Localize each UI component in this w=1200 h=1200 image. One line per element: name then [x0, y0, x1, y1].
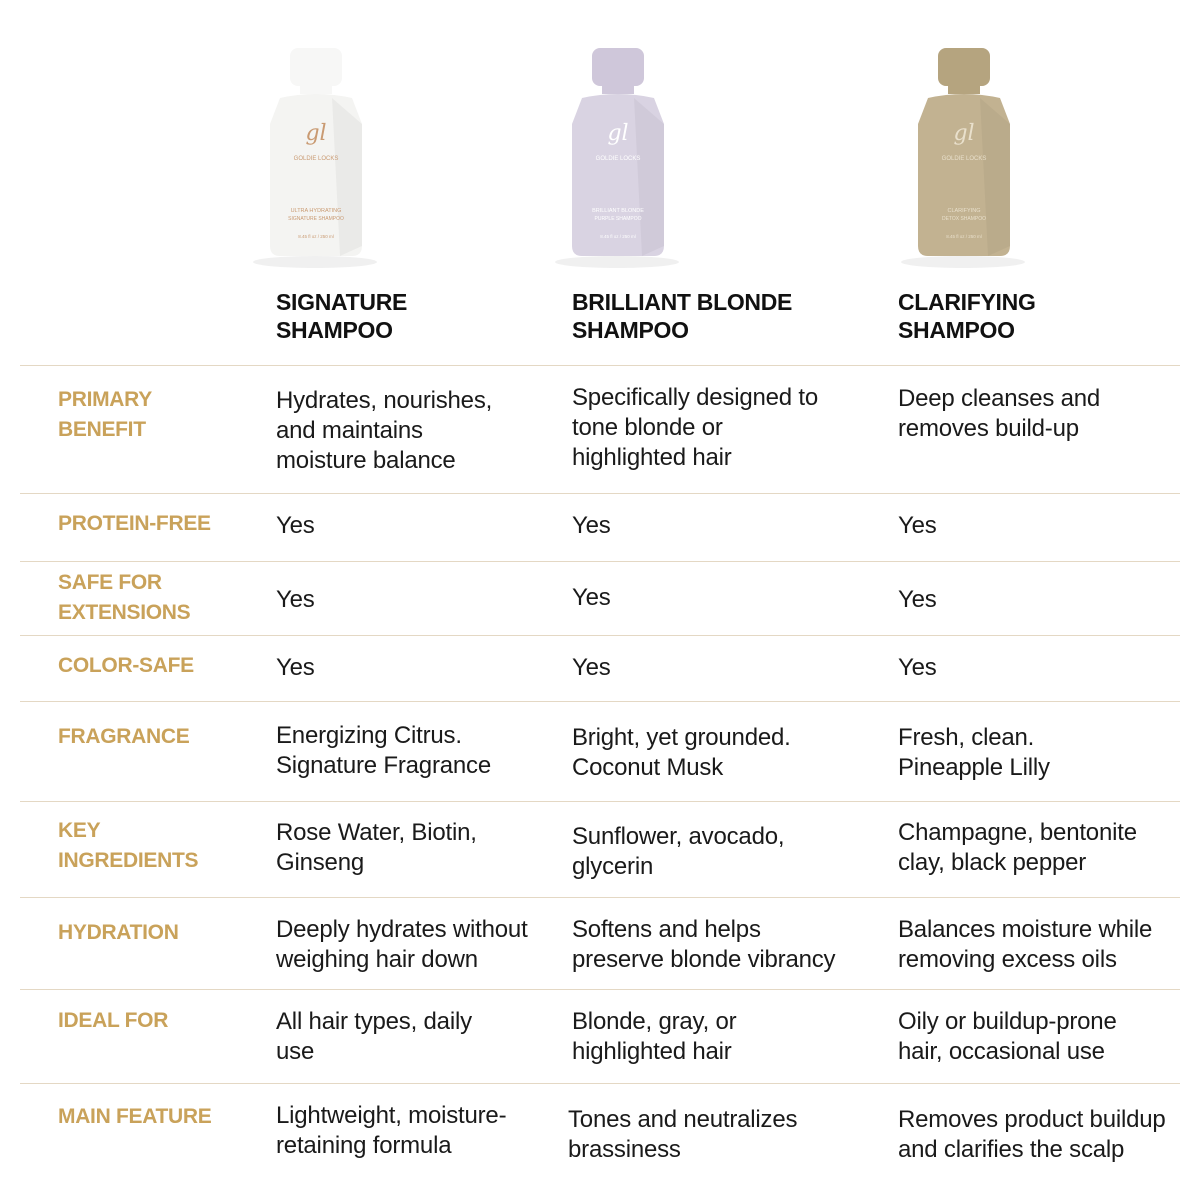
table-cell: All hair types, daily use — [276, 1008, 472, 1065]
table-cell: Yes — [572, 654, 611, 681]
bottle-logo: gl — [305, 121, 327, 146]
row-divider — [20, 1083, 1180, 1084]
table-cell: Bright, yet grounded. Coconut Musk — [572, 724, 791, 781]
bottle-logo: gl — [953, 121, 975, 146]
table-cell: Sunflower, avocado, glycerin — [572, 823, 785, 880]
table-cell: Energizing Citrus. Signature Fragrance — [276, 722, 491, 779]
table-cell: Yes — [276, 654, 315, 681]
row-divider — [20, 801, 1180, 802]
table-cell: Yes — [898, 654, 937, 681]
row-divider — [20, 989, 1180, 990]
table-cell: Blonde, gray, or highlighted hair — [572, 1008, 737, 1065]
table-cell: Tones and neutralizes brassiness — [568, 1106, 798, 1163]
row-label: PROTEIN-FREE — [58, 512, 211, 535]
table-cell: Yes — [898, 512, 937, 539]
row-divider — [20, 897, 1180, 898]
row-divider — [20, 561, 1180, 562]
bottle-size: 8.45 fl oz / 250 ml — [600, 234, 636, 239]
table-cell: Lightweight, moisture- retaining formula — [276, 1102, 507, 1159]
row-label: SAFE FOR EXTENSIONS — [58, 571, 191, 624]
bottle-image — [220, 40, 520, 270]
table-cell: Removes product buildup and clarifies the scalp — [898, 1106, 1166, 1163]
table-cell: Balances moisture while removing excess oils — [898, 916, 1153, 973]
bottle-size: 8.45 fl oz / 250 ml — [298, 234, 334, 239]
product-name: BRILLIANT BLONDE SHAMPOO — [572, 289, 793, 343]
table-cell: Yes — [276, 586, 315, 613]
bottle-line1: CLARIFYING — [947, 208, 981, 214]
bottle-image — [516, 40, 816, 270]
table-cell: Yes — [276, 512, 315, 539]
table-cell: Softens and helps preserve blonde vibrancy — [572, 916, 836, 973]
row-label: FRAGRANCE — [58, 725, 190, 748]
row-label: HYDRATION — [58, 921, 179, 944]
row-divider — [20, 701, 1180, 702]
bottle-line1: BRILLIANT BLONDE — [592, 208, 644, 214]
bottle-line2: PURPLE SHAMPOO — [594, 216, 642, 222]
row-label: MAIN FEATURE — [58, 1105, 212, 1128]
table-cell: Specifically designed to tone blonde or highlighted hair — [572, 384, 819, 471]
table-cell: Rose Water, Biotin, Ginseng — [276, 819, 477, 876]
table-cell: Champagne, bentonite clay, black pepper — [898, 819, 1137, 876]
row-label: COLOR-SAFE — [58, 654, 194, 677]
row-label: IDEAL FOR — [58, 1009, 169, 1032]
bottle-line1: ULTRA HYDRATING — [290, 208, 342, 214]
table-cell: Deep cleanses and removes build-up — [898, 385, 1101, 442]
row-divider — [20, 365, 1180, 366]
product-name: CLARIFYING SHAMPOO — [898, 289, 1036, 343]
row-label: PRIMARY BENEFIT — [58, 388, 152, 441]
table-cell: Yes — [898, 586, 937, 613]
bottle-line2: DETOX SHAMPOO — [941, 216, 987, 222]
bottle-logo: gl — [607, 121, 629, 146]
bottle-brand: GOLDIE LOCKS — [941, 156, 987, 162]
table-cell: Yes — [572, 512, 611, 539]
table-cell: Hydrates, nourishes, and maintains moisture balance — [276, 387, 493, 474]
bottle-line2: SIGNATURE SHAMPOO — [288, 216, 344, 222]
product-clarifying-shampoo — [842, 40, 1142, 360]
row-label: KEY INGREDIENTS — [58, 819, 199, 872]
table-cell: Fresh, clean. Pineapple Lilly — [898, 724, 1050, 781]
bottle-brand: GOLDIE LOCKS — [595, 156, 641, 162]
table-cell: Oily or buildup-prone hair, occasional use — [898, 1008, 1117, 1065]
table-cell: Deeply hydrates without weighing hair down — [276, 916, 528, 973]
row-divider — [20, 493, 1180, 494]
row-divider — [20, 635, 1180, 636]
bottle-brand: GOLDIE LOCKS — [293, 156, 339, 162]
product-brilliant-blonde-shampoo — [516, 40, 816, 360]
table-cell: Yes — [572, 584, 611, 611]
bottle-size: 8.45 fl oz / 250 ml — [946, 234, 982, 239]
product-signature-shampoo — [220, 40, 520, 360]
product-name: SIGNATURE SHAMPOO — [276, 289, 408, 343]
bottle-image — [842, 40, 1142, 270]
